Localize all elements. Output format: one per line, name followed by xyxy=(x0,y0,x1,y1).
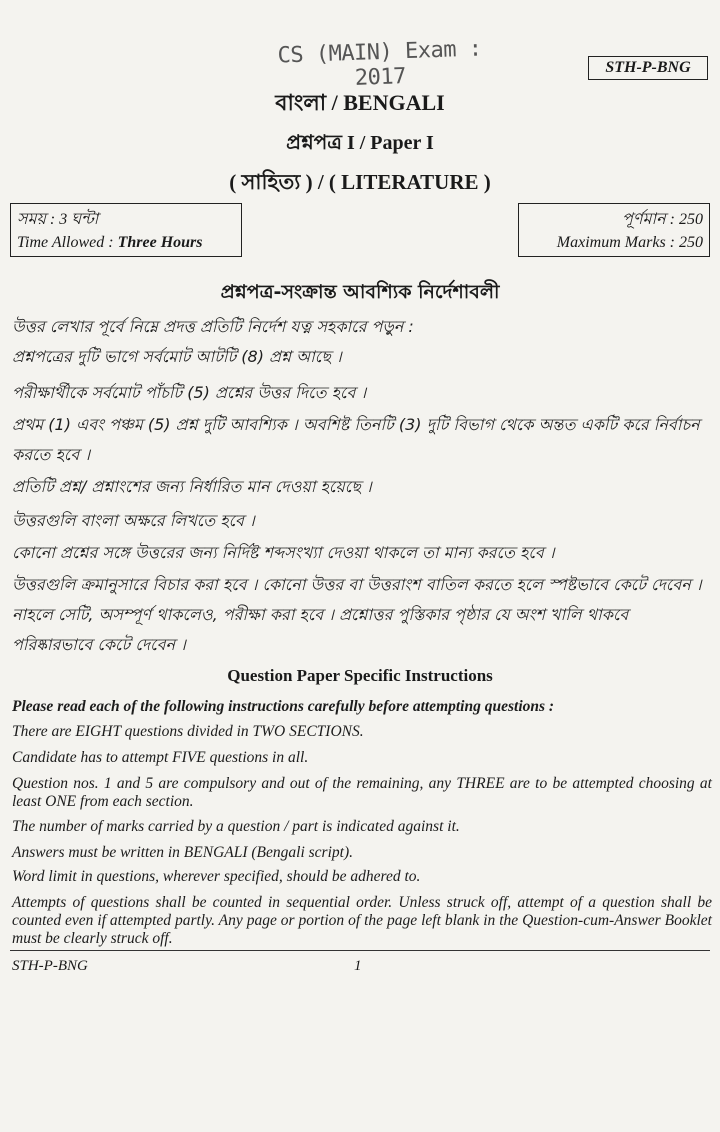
footer-code: STH-P-BNG xyxy=(12,958,88,974)
max-marks-box xyxy=(518,203,710,257)
subject-title: বাংলা / BENGALI xyxy=(275,90,445,115)
page-number: 1 xyxy=(354,958,362,974)
english-line: Question nos. 1 and 5 are compulsory and out of the remaining, any THREE are to be attempted choosing at least ONE from each section. xyxy=(12,775,712,810)
bengali-line: কোনো প্রশ্নের সঙ্গে উত্তরের জন্য নির্দিষ্ট শব্দসংখ্যা দেওয়া থাকলে তা মান্য করতে হবে । xyxy=(12,543,555,562)
time-bengali: সময় : 3 ঘন্টা xyxy=(17,211,99,228)
bengali-line: প্রতিটি প্রশ্ন/ প্রশ্নাংশের জন্য নির্ধারিত মান দেওয়া হয়েছে । xyxy=(12,477,372,496)
english-line: Attempts of questions shall be counted in sequential order. Unless struck off, attempt of a question shall be counted even if attempted partly. Any page or portion of the page left blank in the Question-cum-Answer Booklet must be clearly struck off. xyxy=(12,894,712,947)
time-english-value: Three Hours xyxy=(117,234,203,251)
english-lead: Please read each of the following instructions carefully before attempting questions : xyxy=(12,698,555,715)
english-line: There are EIGHT questions divided in TWO SECTIONS. xyxy=(12,723,364,740)
bengali-line: প্রশ্নপত্রের দুটি ভাগে সর্বমোট আটটি (8) প্রশ্ন আছে । xyxy=(12,347,342,366)
english-line: Word limit in questions, wherever specified, should be adhered to. xyxy=(12,868,421,885)
english-line: Answers must be written in BENGALI (Bengali script). xyxy=(12,844,353,861)
english-instructions-heading: Question Paper Specific Instructions xyxy=(227,666,493,685)
paper-title: প্রশ্নপত্র I / Paper I xyxy=(286,132,434,154)
literature-title: ( সাহিত্য ) / ( LITERATURE ) xyxy=(229,170,491,194)
time-allowed-box xyxy=(10,203,242,257)
english-line: The number of marks carried by a question / part is indicated against it. xyxy=(12,818,460,835)
bengali-instructions-heading: প্রশ্নপত্র-সংক্রান্ত আবশ্যিক নির্দেশাবলী xyxy=(220,281,500,303)
footer-divider xyxy=(10,950,710,951)
bengali-line: উত্তরগুলি বাংলা অক্ষরে লিখতে হবে । xyxy=(12,511,255,530)
time-english-label: Time Allowed : xyxy=(17,234,118,251)
bengali-line: প্রথম (1) এবং পঞ্চম (5) প্রশ্ন দুটি আবশ্যিক । অবশিষ্ট তিনটি (3) দুটি বিভাগ থেকে অন্তত একটি করে নির্বাচন করতে হবে । xyxy=(12,415,700,464)
paper-code-box: STH-P-BNG xyxy=(588,56,708,80)
english-line: Candidate has to attempt FIVE questions in all. xyxy=(12,749,309,766)
time-english xyxy=(17,231,235,254)
marks-bengali: পূর্ণমান : 250 xyxy=(622,211,703,228)
bengali-line: উত্তরগুলি ক্রমানুসারে বিচার করা হবে । কোনো উত্তর বা উত্তরাংশ বাতিল করতে হলে স্পষ্টভাবে কেটে দেবেন । নাহলে সেটি, অসম্পূর্ণ থাকলেও, পরীক্ষা করা হবে । প্রশ্নোত্তর পুস্তিকার পৃষ্ঠার যে অংশ খালি থাকবে পরিষ্কারভাবে কেটে দেবেন । xyxy=(12,575,702,654)
bengali-line: উত্তর লেখার পূর্বে নিম্নে প্রদত্ত প্রতিটি নির্দেশ যত্ন সহকারে পড়ুন : xyxy=(12,317,414,336)
exam-stamp: CS (MAIN) Exam : 2017 xyxy=(277,36,482,91)
marks-english: Maximum Marks : 250 xyxy=(556,234,703,251)
bengali-line: পরীক্ষার্থীকে সর্বমোট পাঁচটি (5) প্রশ্নের উত্তর দিতে হবে । xyxy=(12,383,367,402)
